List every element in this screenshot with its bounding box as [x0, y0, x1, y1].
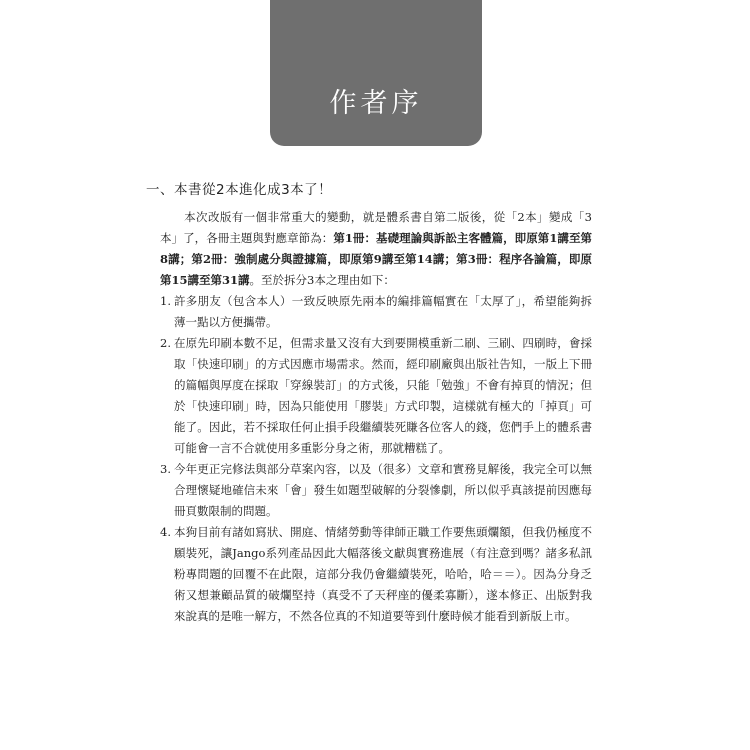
- list-item: [160, 333, 592, 459]
- list-item-number: 4.: [160, 525, 171, 539]
- list-item-text: 本狗目前有諸如寫狀、開庭、情緒勞動等律師正職工作要焦頭爛額，但我仍極度不願裝死，讓Jango系列產品因此大幅落後文獻與實務進展（有注意到嗎？諸多私訊粉專問題的回覆不在此限，這部分我仍會繼續裝死，哈哈，哈＝＝）。因為分身乏術又想兼顧品質的破爛堅持（真受不了天秤座的優柔寡斷），遂本修正、出版對我來說真的是唯一解方，不然各位真的不知道要等到什麼時候才能看到新版上市。: [174, 525, 592, 623]
- reason-list: [160, 291, 592, 627]
- page-title: 作者序: [329, 88, 423, 119]
- list-item-number: 1.: [160, 294, 171, 308]
- intro-bold-text: 第1冊：基礎理論與訴訟主客體篇，即原第1講至第8講；第2冊：強制處分與證據篇，即原第9講至第14講；第3冊：程序各論篇，即原第15講至第31講: [160, 231, 592, 287]
- list-item-text: 許多朋友（包含本人）一致反映原先兩本的編排篇幅實在「太厚了」，希望能夠拆薄一點以方便攜帶。: [174, 294, 592, 329]
- list-item-text: 今年更正完修法與部分草案內容，以及（很多）文章和實務見解後，我完全可以無合理懷疑地確信未來「會」發生如題型破解的分裂慘劇，所以似乎真該提前因應每冊頁數限制的問題。: [174, 462, 592, 518]
- header-tab: [270, 0, 482, 146]
- intro-text-2: 。至於拆分3本之理由如下：: [249, 273, 395, 287]
- list-item-number: 2.: [160, 336, 171, 350]
- list-item: [160, 522, 592, 627]
- section-heading: 一、本書從2本進化成3本了！: [146, 182, 333, 198]
- intro-text-1: 本次改版有一個非常重大的變動，就是體系書自第二版後，從「2本」變成「3本」了，各冊主題與對應章節為：: [160, 210, 592, 245]
- list-item: [160, 459, 592, 522]
- list-item-number: 3.: [160, 462, 171, 476]
- preface-content: [146, 178, 592, 627]
- list-item: [160, 291, 592, 333]
- list-item-text: 在原先印刷本數不足，但需求量又沒有大到要開模重新二刷、三刷、四刷時，會採取「快速印刷」的方式因應市場需求。然而，經印刷廠與出版社告知，一版上下冊的篇幅與厚度在採取「穿線裝訂」的方式後，只能「勉強」不會有掉頁的情況；但於「快速印刷」時，因為只能使用「膠裝」方式印製，這樣就有極大的「掉頁」可能了。因此，若不採取任何止損手段繼續裝死賺各位客人的錢，您們手上的體系書可能會一言不合就使用多重影分身之術，那就糟糕了。: [174, 336, 592, 455]
- intro-paragraph: [160, 207, 592, 291]
